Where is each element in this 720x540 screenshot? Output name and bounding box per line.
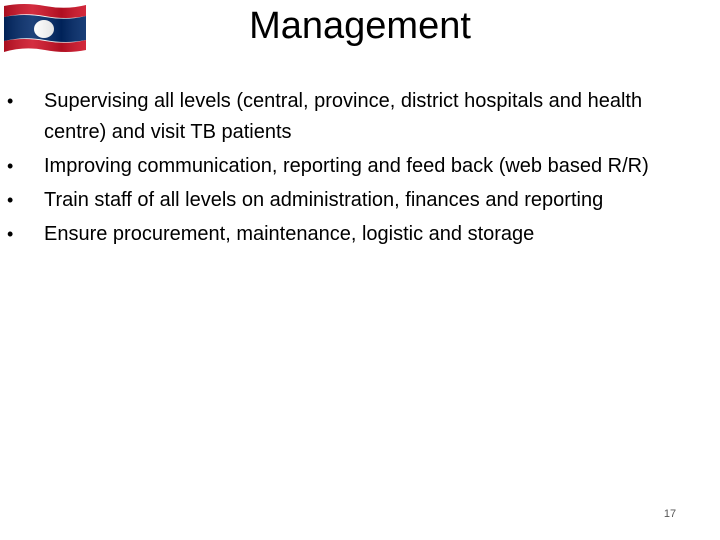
- bullet-marker: •: [7, 156, 14, 176]
- bullet-item-training: [0, 185, 720, 216]
- bullet-text: Ensure procurement, maintenance, logistic and storage: [44, 223, 535, 245]
- bullet-item-procurement: [0, 219, 720, 250]
- page-number: 17: [663, 508, 677, 520]
- slide-title: [0, 4, 720, 48]
- bullet-marker: •: [7, 190, 14, 210]
- bullet-list: [0, 86, 720, 253]
- bullet-item-communication: [0, 151, 720, 182]
- slide-title-text: Management: [249, 5, 471, 47]
- bullet-text: Improving communication, reporting and feed back (web based R/R): [44, 155, 649, 177]
- bullet-item-supervising: [0, 86, 720, 148]
- bullet-text: Train staff of all levels on administration, finances and reporting: [44, 189, 604, 211]
- bullet-text: Supervising all levels (central, province, district hospitals and health centre) and visit TB patients: [44, 90, 643, 143]
- bullet-marker: •: [7, 224, 14, 244]
- bullet-marker: •: [7, 91, 14, 111]
